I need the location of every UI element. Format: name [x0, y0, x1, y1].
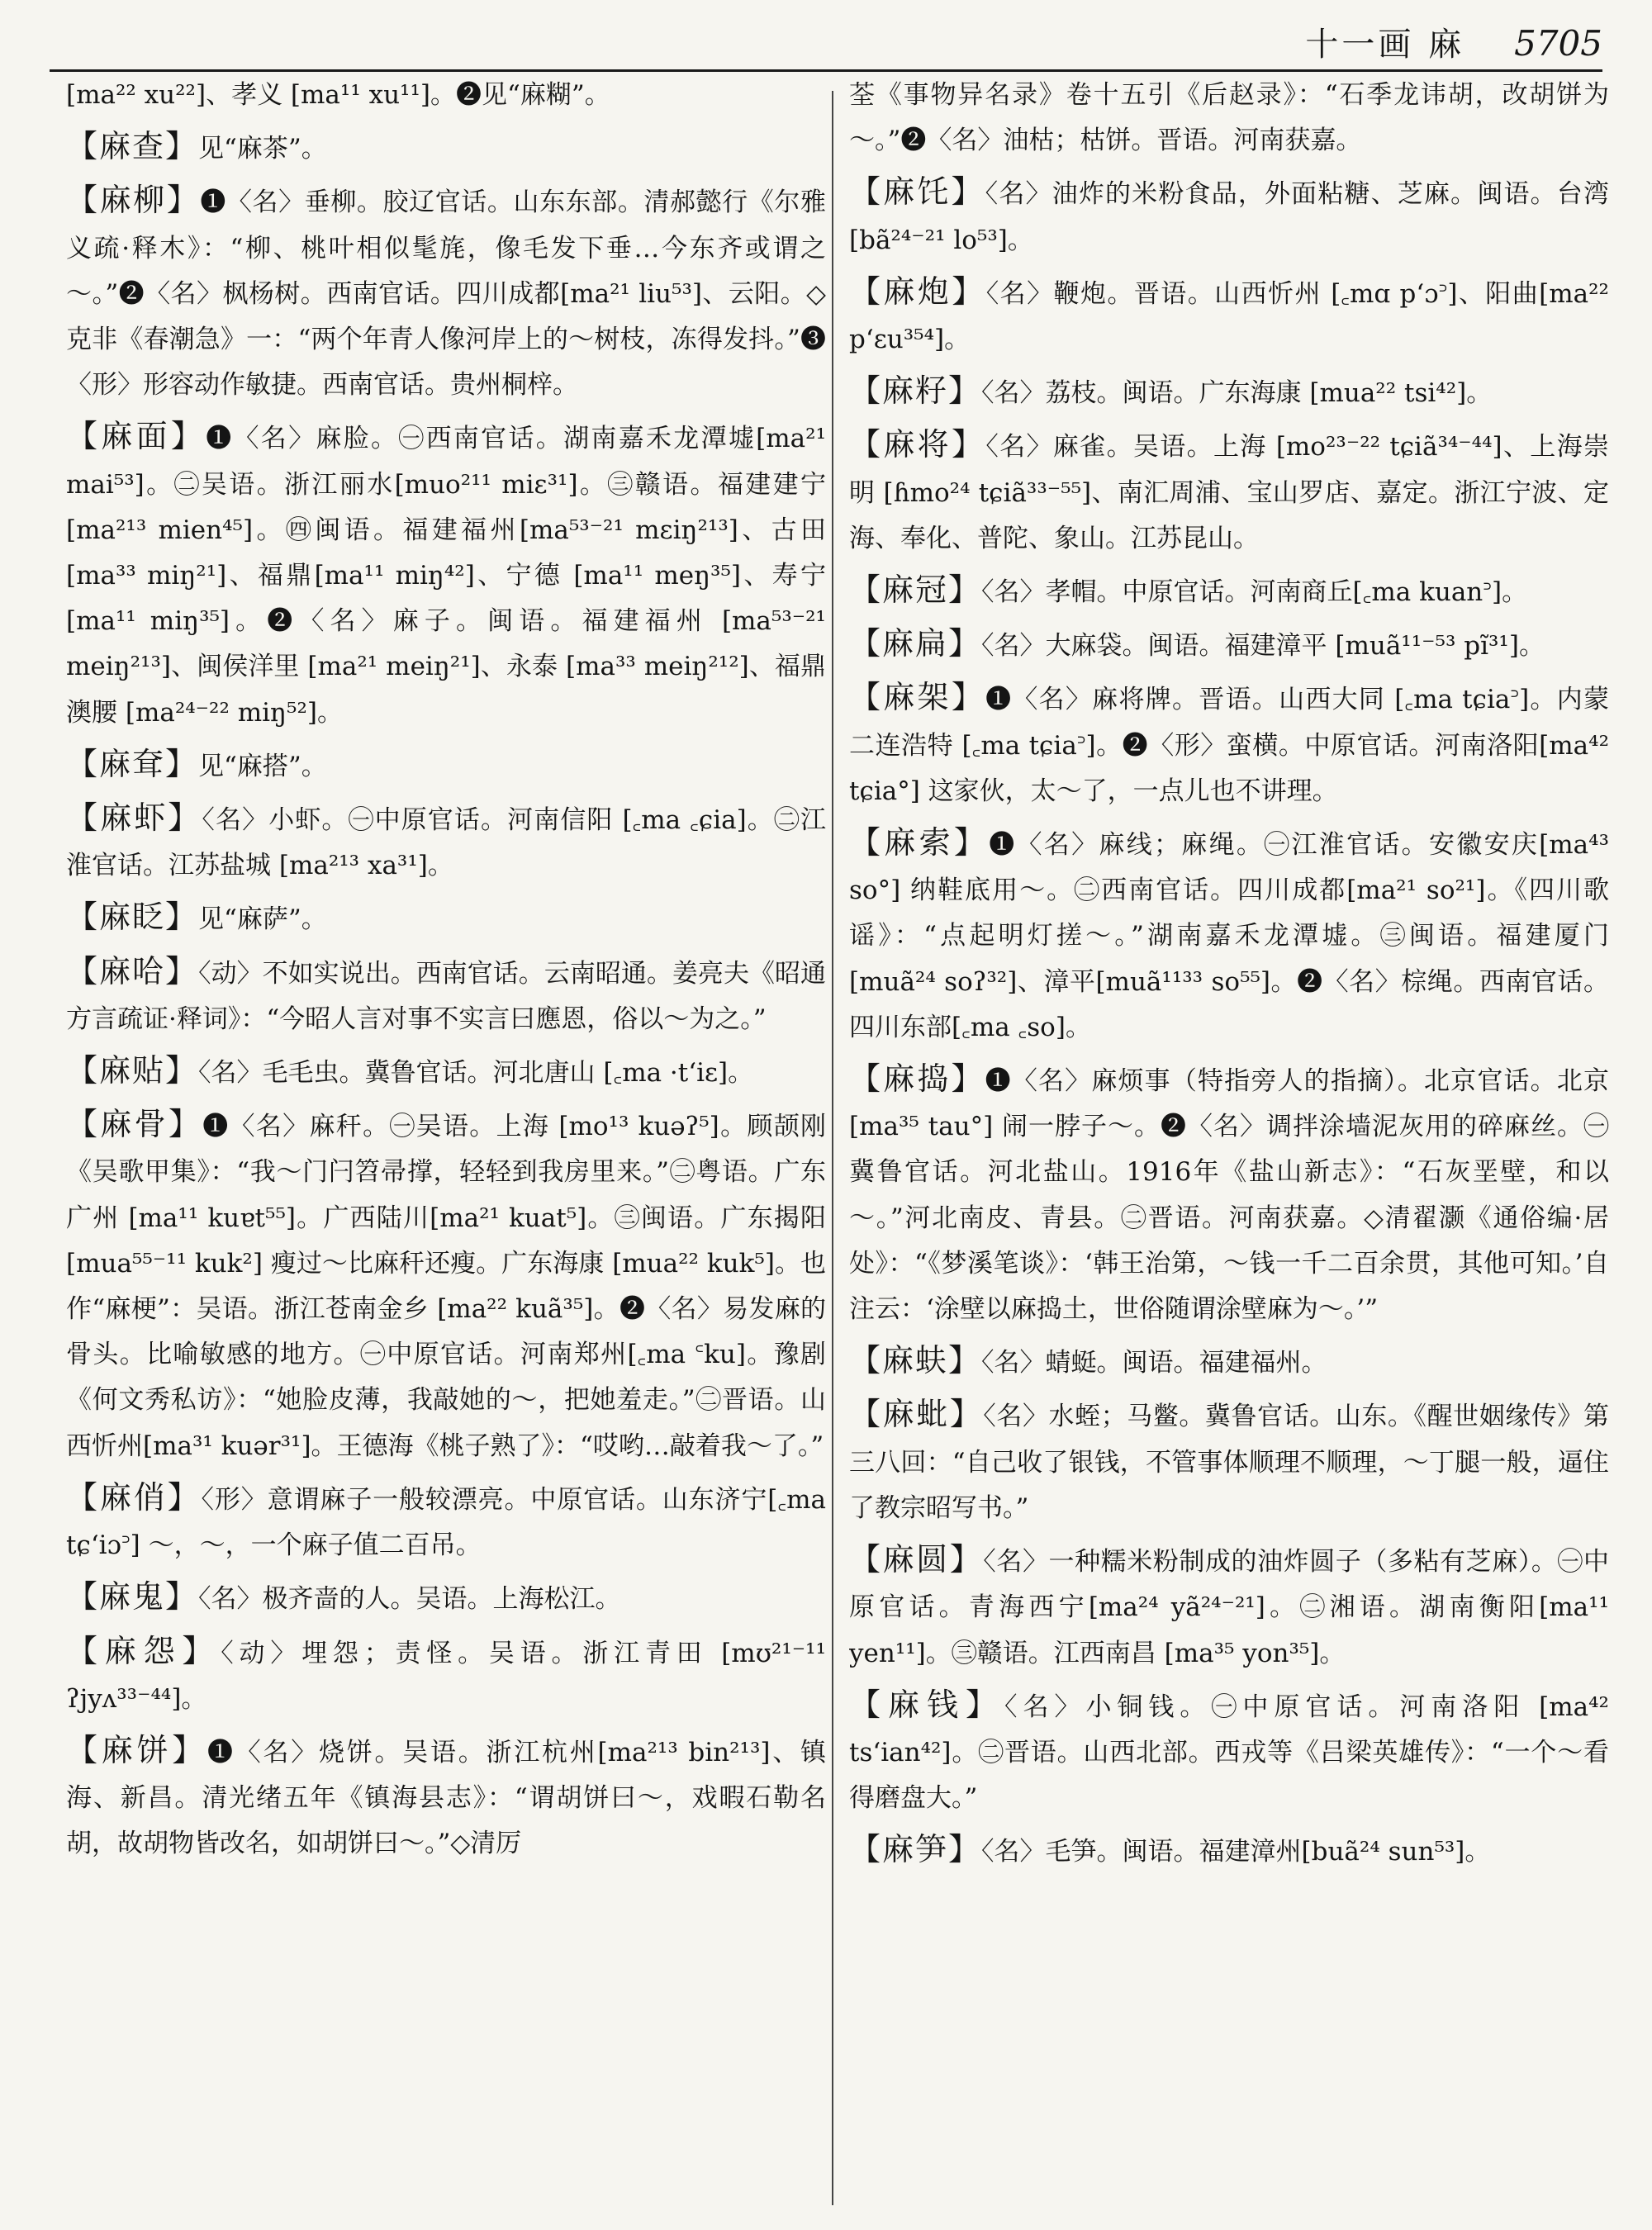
- entry-definition: 见“麻搭”。: [198, 751, 327, 781]
- entry-headword: 【麻面】: [66, 418, 206, 455]
- dictionary-entry: [849, 368, 1609, 416]
- dictionary-entry: [66, 414, 826, 735]
- dictionary-entry: [849, 621, 1609, 669]
- entry-definition: 〈名〉毛毛虫。冀鲁官话。河北唐山 [꜀ma ·t‘iɛ]。: [198, 1058, 754, 1089]
- entry-headword: 【麻眨】: [66, 899, 199, 936]
- dictionary-entry: [66, 1475, 826, 1568]
- entry-definition: 〈名〉水蛭；马鳖。冀鲁官话。山东。《醒世姻缘传》第三八回：“自己收了银钱，不管事体顺理不顺理，～丁腿一般，逼住了教宗昭写书。”: [849, 1402, 1609, 1523]
- dictionary-entry: [66, 124, 826, 172]
- dictionary-entry: [849, 1537, 1609, 1677]
- dictionary-entry: [66, 795, 826, 889]
- entry-definition: 〈动〉不如实说出。西南官话。云南昭通。姜亮夫《昭通方言疏证·释词》：“今昭人言对事不实言曰應恩，俗以～为之。”: [66, 958, 826, 1034]
- entry-headword: 【麻炮】: [849, 273, 986, 310]
- continuation-text: 荃《事物异名录》卷十五引《后赵录》：“石季龙讳胡，改胡饼为～。”❷〈名〉油枯；枯饼。晋语。河南获嘉。: [849, 80, 1609, 156]
- entry-headword: 【麻索】: [849, 824, 990, 861]
- dictionary-entry: [849, 269, 1609, 363]
- entry-headword: 【麻蚨】: [849, 1342, 982, 1379]
- entry-definition: 〈名〉蜻蜓。闽语。福建福州。: [981, 1348, 1327, 1378]
- dictionary-entry: [849, 1338, 1609, 1386]
- entry-headword: 【麻查】: [66, 128, 199, 165]
- entry-definition: 见“麻萨”。: [198, 904, 327, 935]
- entry-headword: 【麻饼】: [66, 1731, 208, 1768]
- entry-definition: ❶〈名〉麻秆。㊀吴语。上海 [mo¹³ kuəʔ⁵]。顾颉刚《吴歌甲集》：“我～门闩笤帚撑，轻轻到我房里来。”㊁粤语。广东广州 [ma¹¹ kuɐt⁵⁵]。广西陆川[ma²¹ kuat⁵]。㊂闽语。广东揭阳 [mua⁵⁵⁻¹¹ kuk²] 瘦过～比麻秆还瘦。广东海康 [mua²² kuk⁵]。也作“麻梗”：吴语。浙江苍南金乡 [ma²² kuã³⁵]。❷〈名〉易发麻的骨头。比喻敏感的地方。㊀中原官话。河南郑州[꜀ma ꜂ku]。豫剧《何文秀私访》：“她脸皮薄，我敲她的～，把她羞走。”㊁晋语。山西忻州[ma³¹ kuər³¹]。王德海《桃子熟了》：“哎哟…敲着我～了。”: [66, 1112, 826, 1461]
- entry-headword: 【麻蚍】: [849, 1396, 984, 1433]
- entry-headword: 【麻虾】: [66, 799, 202, 837]
- continuation-text: [ma²² xu²²]、孝义 [ma¹¹ xu¹¹]。❷见“麻糊”。: [66, 80, 610, 110]
- dictionary-entry: [849, 567, 1609, 615]
- entry-headword: 【麻饦】: [849, 173, 985, 211]
- dictionary-entry: [66, 949, 826, 1042]
- entry-headword: 【麻将】: [849, 426, 986, 463]
- entry-definition: 〈动〉埋怨；责怪。吴语。浙江青田 [mʊ²¹⁻¹¹ ʔjyʌ³³⁻⁴⁴]。: [66, 1638, 826, 1714]
- entry-definition: 〈名〉孝帽。中原官话。河南商丘[꜀ma kuan꜄]。: [981, 577, 1528, 608]
- entry-headword: 【麻俏】: [66, 1478, 202, 1516]
- entry-definition: 〈名〉麻雀。吴语。上海 [mo²³⁻²² tɕiã³⁴⁻⁴⁴]、上海崇明 [ɦmo²⁴ tɕiã³³⁻⁵⁵]、南汇周浦、宝山罗店、嘉定。浙江宁波、定海、奉化、普陀、象山。江苏昆山。: [849, 432, 1609, 553]
- entry-definition: 〈形〉意谓麻子一般较漂亮。中原官话。山东济宁[꜀ma tɕ‘iɔ꜄] ～，～，一个麻子值二百吊。: [66, 1484, 826, 1561]
- entry-headword: 【麻贴】: [66, 1052, 199, 1089]
- dictionary-entry: [66, 1629, 826, 1722]
- entry-definition: 〈名〉大麻袋。闽语。福建漳平 [muã¹¹⁻⁵³ pĩ³¹]。: [981, 631, 1545, 662]
- left-column: [66, 73, 826, 2216]
- dictionary-entry: [849, 1056, 1609, 1332]
- entry-definition: ❶〈名〉烧饼。吴语。浙江杭州[ma²¹³ bin²¹³]、镇海、新昌。清光绪五年《镇海县志》：“谓胡饼曰～，戏暇石勒名胡，故胡物皆改名，如胡饼曰～。”◇清厉: [66, 1737, 826, 1859]
- entry-definition: 〈名〉鞭炮。晋语。山西忻州 [꜀mɑ p‘ɔ꜄]、阳曲[ma²² p‘ɛu³⁵⁴]。: [849, 278, 1609, 355]
- entry-definition: 〈名〉小虾。㊀中原官话。河南信阳 [꜀ma ꜀ɕia]。㊁江淮官话。江苏盐城 [ma²¹³ xa³¹]。: [66, 805, 826, 881]
- entry-headword: 【麻圆】: [849, 1541, 984, 1578]
- dictionary-entry: [66, 742, 826, 790]
- dictionary-entry: [66, 1102, 826, 1469]
- entry-definition: 〈名〉一种糯米粉制成的油炸圆子（多粘有芝麻）。㊀中原官话。青海西宁[ma²⁴ yã²⁴⁻²¹]。㊁湘语。湖南衡阳[ma¹¹ yen¹¹]。㊂赣语。江西南昌 [ma³⁵ yon³⁵]。: [849, 1547, 1609, 1668]
- entry-headword: 【麻捣】: [849, 1060, 985, 1098]
- entry-definition: ❶〈名〉麻烦事（特指旁人的指摘）。北京官话。北京 [ma³⁵ tau°] 闹一脖子～。❷〈名〉调拌涂墙泥灰用的碎麻丝。㊀冀鲁官话。河北盐山。1916年《盐山新志》：“石灰垩壁，和以～。”河北南皮、青县。㊁晋语。河南获嘉。◇清翟灏《通俗编·居处》：“《梦溪笔谈》：‘韩王治第，～钱一千二百余贯，其他可知。’自注云：‘涂壁以麻捣土，世俗随谓涂壁麻为～。’”: [849, 1066, 1609, 1325]
- dictionary-entry: [66, 1728, 826, 1867]
- entry-definition: ❶〈名〉麻将牌。晋语。山西大同 [꜀ma tɕia꜄]。内蒙二连浩特 [꜀ma tɕia꜄]。❷〈形〉蛮横。中原官话。河南洛阳[ma⁴² tɕia°] 这家伙，太～了，一点儿也不讲理。: [849, 685, 1609, 806]
- entry-definition: 〈名〉小铜钱。㊀中原官话。河南洛阳 [ma⁴² ts‘ian⁴²]。㊁晋语。山西北部。西戎等《吕梁英雄传》：“一个～看得磨盘大。”: [849, 1691, 1609, 1814]
- entry-definition: 〈名〉荔枝。闽语。广东海康 [mua²² tsi⁴²]。: [981, 378, 1493, 409]
- dictionary-entry: [849, 1392, 1609, 1531]
- right-column: [849, 73, 1609, 2216]
- entry-headword: 【麻钱】: [849, 1686, 1004, 1723]
- column-divider: [832, 91, 833, 2205]
- entry-headword: 【麻籽】: [849, 372, 982, 410]
- entry-definition: ❶〈名〉垂柳。胶辽官话。山东东部。清郝懿行《尔雅义疏·释木》：“柳、桃叶相似髦旄，像毛发下垂…今东齐或谓之～。”❷〈名〉枫杨树。西南官话。四川成都[ma²¹ liu⁵³]、云阳。◇克非《春潮急》一：“两个年青人像河岸上的～树枝，冻得发抖。”❸〈形〉形容动作敏捷。西南官话。贵州桐梓。: [66, 187, 826, 401]
- entry-definition: 见“麻茶”。: [198, 134, 327, 164]
- entry-headword: 【麻哈】: [66, 952, 199, 989]
- dictionary-entry: [66, 894, 826, 942]
- dictionary-entry: [66, 1048, 826, 1096]
- entry-definition: 〈名〉极齐啬的人。吴语。上海松江。: [198, 1584, 621, 1615]
- entry-definition: ❶〈名〉麻脸。㊀西南官话。湖南嘉禾龙潭墟[ma²¹ mai⁵³]。㊁吴语。浙江丽水[muo²¹¹ miɛ³¹]。㊂赣语。福建建宁 [ma²¹³ mien⁴⁵]。㊃闽语。福建福州[ma⁵³⁻²¹ mɛiŋ²¹³]、古田 [ma³³ miŋ²¹]、福鼎[ma¹¹ miŋ⁴²]、宁德 [ma¹¹ meŋ³⁵]、寿宁 [ma¹¹ miŋ³⁵]。❷〈名〉麻子。闽语。福建福州 [ma⁵³⁻²¹ meiŋ²¹³]、闽侯洋里 [ma²¹ meiŋ²¹]、永泰 [ma³³ meiŋ²¹²]、福鼎澳腰 [ma²⁴⁻²² miŋ⁵²]。: [66, 424, 826, 728]
- page-header: [50, 18, 1602, 68]
- entry-headword: 【麻扁】: [849, 625, 982, 662]
- dictionary-entry: [849, 820, 1609, 1051]
- dictionary-entry: [66, 178, 826, 408]
- dictionary-entry: [849, 675, 1609, 814]
- dictionary-entry: [66, 1574, 826, 1622]
- entry-headword: 【麻柳】: [66, 182, 201, 219]
- header-rule: [50, 69, 1602, 72]
- entry-headword: 【麻冠】: [849, 572, 982, 609]
- entry-headword: 【麻怨】: [66, 1632, 221, 1669]
- entry-headword: 【麻耷】: [66, 745, 199, 782]
- entry-definition: ❶〈名〉麻线；麻绳。㊀江淮官话。安徽安庆[ma⁴³ so°] 纳鞋底用～。㊁西南官话。四川成都[ma²¹ so²¹]。《四川歌谣》：“点起明灯搓～。”湖南嘉禾龙潭墟。㊂闽语。福建厦门 [muã²⁴ soʔ³²]、漳平[muã¹¹³³ so⁵⁵]。❷〈名〉棕绳。西南官话。四川东部[꜀ma ꜀so]。: [849, 830, 1609, 1042]
- section-heading: 十一画 麻: [1305, 26, 1465, 64]
- entry-definition: 〈名〉毛笋。闽语。福建漳州[buã²⁴ sun⁵³]。: [981, 1837, 1491, 1867]
- dictionary-entry: [849, 1682, 1609, 1822]
- dictionary-entry: [849, 169, 1609, 263]
- entry-headword: 【麻架】: [849, 679, 986, 716]
- entry-headword: 【麻鬼】: [66, 1578, 199, 1616]
- entry-definition: 〈名〉油炸的米粉食品，外面粘糖、芝麻。闽语。台湾 [bã²⁴⁻²¹ lo⁵³]。: [849, 179, 1609, 255]
- dictionary-entry: [849, 1827, 1609, 1875]
- page-number: 5705: [1514, 23, 1602, 64]
- entry-headword: 【麻笋】: [849, 1831, 982, 1868]
- entry-headword: 【麻骨】: [66, 1106, 203, 1143]
- dictionary-entry: [849, 422, 1609, 562]
